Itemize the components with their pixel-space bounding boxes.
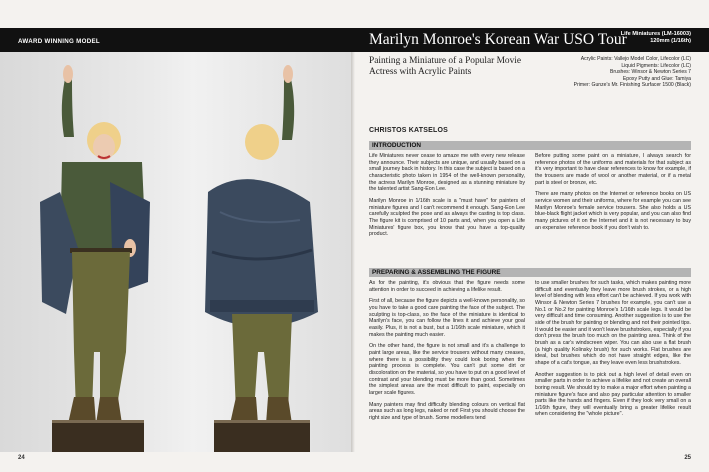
figure-photo: [0, 52, 351, 452]
paragraph: First of all, because the figure depicts a well-known personality, so you have to take a good care painting the face of the subject. The sculpting is top-class, so the face of the miniature is identical to Marilyn's face, you can follow the lines it and achieve your goal easily. Plus, it is not a bust, but a 1/16th scale miniature, which it makes the painting much easier.: [369, 298, 525, 338]
paragraph: to use smaller brushes for such tasks, which makes painting more difficult and eventually they leave more brush strokes, or a high level of blending with less effort can't be achieved. If you work with Winsor & Newton Series 7 brushes for example, you can't use a No.1 or No.2 for painting Monroe's 1/16th scale legs. It would be very difficult and time consuming. Another suggestion is to use the side of the brush for painting or blending and not their pointed tips. It would be easier and it won't leave brushstrokes, especially if you don't press the brush too much on the painting area. Think of the brush as a car's windscreen wiper. You can also use a flat brush (a high quality Kolinsky brush) for such works. Flat brushes are ideal, but brushes which do not have straight edges, like the shape of a cat's tongue, as they leave even less brushstrokes.: [535, 280, 691, 366]
paragraph: Life Miniatures never cease to amaze me with every new release they announce. Their subjects are unique, and usually based on a small journey back in history. In this case the subject is based on a characteristic photo taken in 1954 of the well-known personality, the actress Marilyn Monroe, designed as a stunning miniature by the talented artist Sang-Eon Lee.: [369, 153, 525, 193]
paragraph: Another suggestion is to pick out a high level of detail even on smaller parts in order to achieve a lifelike and not create an overall boring result. We should try to make a major effort when painting a miniature figure's face and also pay particular attention to smaller parts like the hands and fingers. Even if they look very small on a 1/16th figure, they will eventually bring a greater lifelike result when considering the "whole picture".: [535, 371, 691, 418]
intro-left-column: [369, 153, 525, 238]
paragraph: Before putting some paint on a miniature, I always search for reference photos of the uniforms and materials for that subject as it's very important to have clear references to know for example, if the trousers are made of wool or another material, or if a metal part is steel or bronze, etc.: [535, 153, 691, 186]
material-item: Primer: Gunze's Mr. Finishing Surfacer 1500 (Black): [573, 82, 691, 89]
paragraph: As for the painting, it's obvious that the figure needs some attention in order to succeed in achieving a lifelike result.: [369, 280, 525, 293]
intro-section-title: INTRODUCTION: [372, 142, 421, 149]
right-page-number: 25: [684, 455, 691, 461]
page-gutter: [351, 52, 355, 452]
kit-scale: 120mm (1/16th): [650, 38, 691, 44]
prep-right-column: [535, 280, 691, 418]
paragraph: There are many photos on the Internet or reference books on US service women and their uniforms, where for example you can see Marilyn Monroe's female service trousers. She also holds a US blue-black flight jacket which is very popular, and you can also find many pictures of it on the Internet and it is not necessary to buy an expensive reference book if you don't wish to.: [535, 191, 691, 231]
left-page-number: 24: [18, 455, 25, 461]
intro-right-column: [535, 153, 691, 231]
front-figure: [40, 65, 150, 424]
prep-section-title: PREPARING & ASSEMBLING THE FIGURE: [372, 269, 501, 276]
front-base: [52, 420, 144, 452]
paragraph: Many painters may find difficulty blending colours on vertical flat areas such as long legs, naked or not! First you should choose the right size and type of brush. Some modellers tend: [369, 401, 525, 421]
material-item: Liquid Pigments: Lifecolor (LC): [621, 62, 691, 69]
prep-left-column: [369, 280, 525, 421]
author-name: CHRISTOS KATSELOS: [369, 127, 448, 134]
kit-info: [621, 31, 691, 45]
intro-section-header: [369, 141, 691, 150]
paragraph: Marilyn Monroe in 1/16th scale is a "must have" for painters of miniature figures and I can't recommend it enough. Sang-Eon Lee carefully sculpted the pose and as always the casting is top class. The figure kit is comprised of 10 parts and, when you open a Life Miniatures' figure box, you know that you have a top-quality product.: [369, 197, 525, 238]
section-label: AWARD WINNING MODEL: [18, 38, 101, 45]
material-item: Brushes: Winsor & Newton Series 7: [610, 69, 691, 76]
footer: [0, 452, 709, 472]
material-item: Epoxy Putty and Glue: Tamiya: [622, 75, 691, 82]
back-figure: [205, 65, 318, 424]
figure-illustration: [0, 52, 351, 452]
prep-section-header: [369, 268, 691, 277]
paragraph: On the other hand, the figure is not small and it's a challenge to paint large areas, like the service trousers without many creases, where there is a possibility they could look boring when the painting process is complete. You can't put some dirt or discoloration on the material, so you have to put on a good level of contrast and your blending must be more than good. Sometimes the simplest areas are the most difficult to paint, especially on larger scale figures.: [369, 343, 525, 396]
materials-list: [541, 56, 691, 89]
article-subtitle: Painting a Miniature of a Popular Movie Actress with Acrylic Paints: [369, 56, 522, 77]
back-base: [214, 420, 310, 452]
material-item: Acrylic Paints: Vallejo Model Color, Lifecolor (LC): [580, 56, 691, 62]
kit-manufacturer: Life Miniatures (LM-16003): [620, 31, 691, 37]
article-title: Marilyn Monroe's Korean War USO Tour: [369, 31, 627, 48]
